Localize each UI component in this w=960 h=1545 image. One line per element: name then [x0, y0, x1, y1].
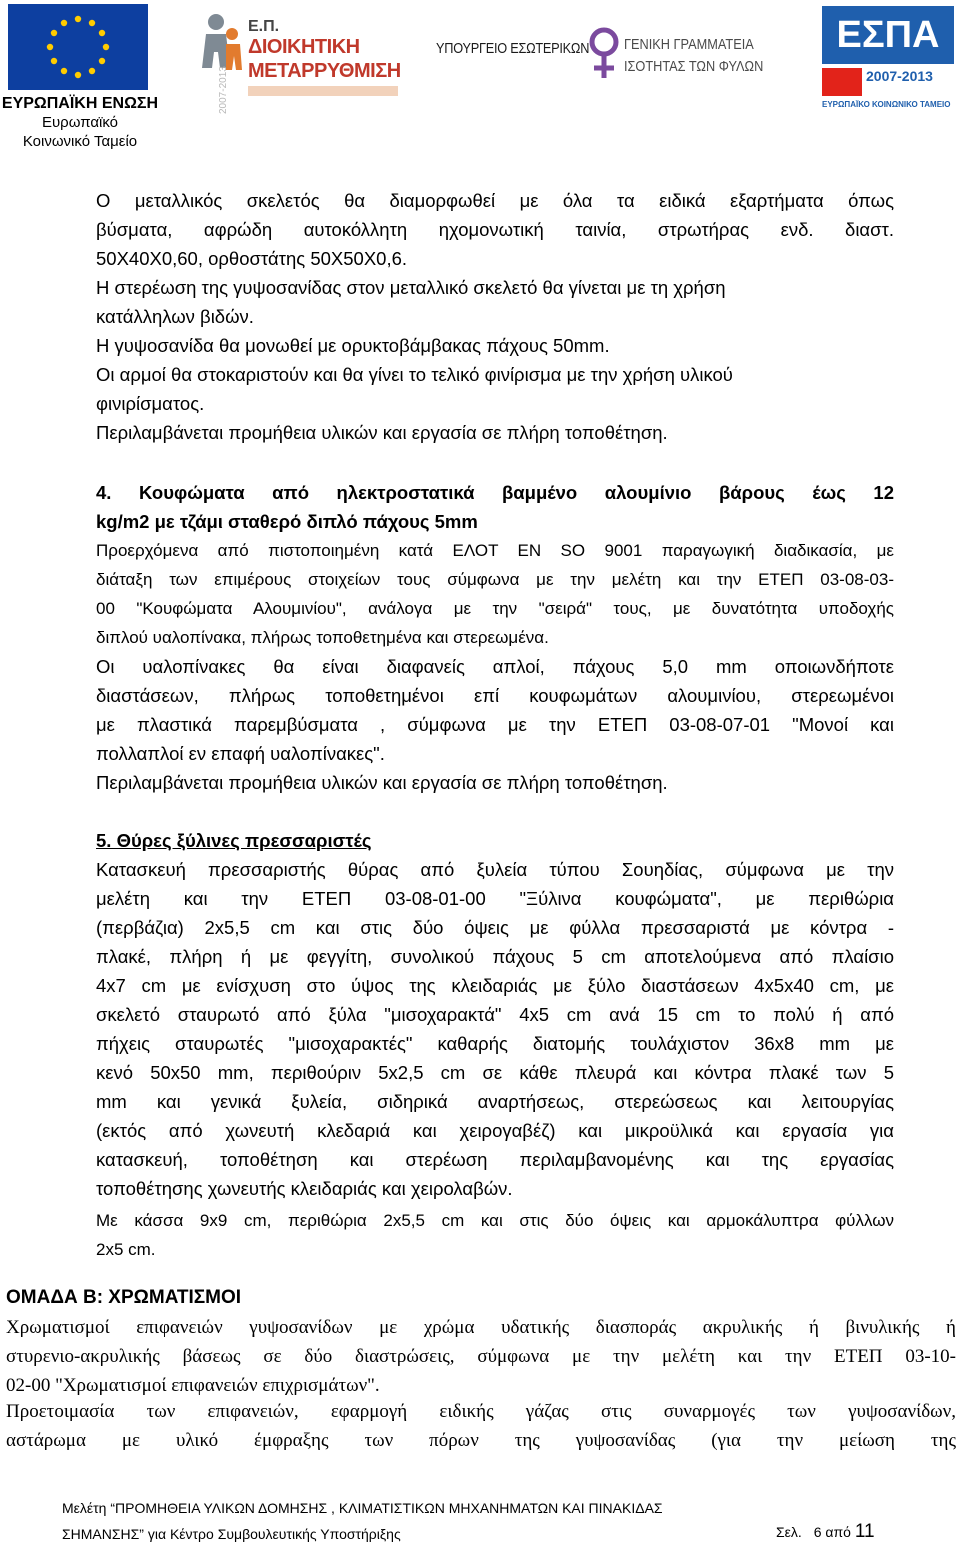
s4-p2-line-2: διαστάσεων, πλήρως τοποθετημένοι επί κουφωμάτων αλουμινίου, στερεωμένοι	[96, 685, 894, 706]
s5-p1-line-12: τοποθέτησης χωνευτής κλειδαριάς και χειρολαβών.	[96, 1178, 513, 1199]
s5-p2-line-1: Με κάσσα 9x9 cm, περιθώρια 2x5,5 cm και στις δύο όψεις και αρμοκάλυπτρα φύλλων	[96, 1211, 894, 1230]
gg-title-2: ΙΣΟΤΗΤΑΣ ΤΩΝ ΦΥΛΩΝ	[624, 58, 764, 75]
s4-heading-1: 4. Κουφώματα από ηλεκτροστατικά βαμμένο αλουμίνιο βάρους έως 12	[96, 482, 894, 503]
s4-p1-line-1: Προερχόμενα από πιστοποιημένη κατά ΕΛΟΤ ΕΝ SO 9001 παραγωγική διαδικασία, με	[96, 541, 894, 560]
s5-p1-line-10: (εκτός από χωνευτή κλεδαριά και χειρογαβέζ) και μικροϋλικά και εργασία για	[96, 1120, 894, 1141]
s4-p2-line-3: με πλαστικά παρεμβύσματα , σύμφωνα με την ΕΤΕΠ 03-08-07-01 "Μονοί και	[96, 714, 894, 735]
s4-p2-line-4: πολλαπλοί εν επαφή υαλοπίνακες".	[96, 743, 385, 764]
group-b-p2-line-2: αστάρωμα με υλικό έμφραξης των πόρων της γυψοσανίδας (για την μείωση της	[6, 1430, 956, 1451]
eu-flag-logo	[8, 4, 148, 90]
gender-symbol-icon	[584, 20, 624, 90]
eu-fund-label-2: Κοινωνικό Ταμείο	[22, 133, 138, 150]
footer-line-1: Μελέτη “ΠΡΟΜΗΘΕΙΑ ΥΛΙΚΩΝ ΔΟΜΗΣΗΣ , ΚΛΙΜΑΤΙΣΤΙΚΩΝ ΜΗΧΑΝΗΜΑΤΩΝ ΚΑΙ ΠΙΝΑΚΙΔΑΣ	[62, 1500, 663, 1516]
s5-p2-line-2: 2x5 cm.	[96, 1240, 156, 1259]
s4-p2-line-1: Οι υαλοπίνακες θα είναι διαφανείς απλοί, πάχους 5,0 mm οποιωνδήποτε	[96, 656, 894, 677]
group-b-p1-line-1: Χρωματισμοί επιφανειών γυψοσανίδων με χρώμα υδατικής διασποράς ακρυλικής ή βινυλικής ή	[6, 1317, 956, 1338]
group-b-heading: ΟΜΑΔΑ Β: ΧΡΩΜΑΤΙΣΜΟΙ	[6, 1287, 242, 1308]
espa-title: ΕΣΠΑ	[822, 6, 954, 64]
eu-union-label: ΕΥΡΩΠΑΪΚΗ ΕΝΩΣΗ	[1, 95, 159, 112]
s5-p1-line-6: σκελετό σταυρωτό από ξύλα "μισοχαρακτά" 4x5 cm ανά 15 cm το πολύ ή από	[96, 1004, 894, 1025]
s4-p1-line-3: 00 "Κουφώματα Αλουμινίου", ανάλογα με την "σειρά" τους, με δυνατότητα υποδοχής	[96, 599, 894, 618]
page-number	[776, 1520, 875, 1544]
group-b-p2-line-1: Προετοιμασία των επιφανειών, εφαρμογή ειδικής γάζας στις συναρμογές των γυψοσανίδων,	[6, 1401, 956, 1422]
ep-prefix: Ε.Π.	[248, 18, 280, 35]
group-b-p1-line-3: 02-00 "Χρωματισμοί επιφανειών επιχρισμάτων".	[6, 1375, 380, 1396]
s3-line-4: Η στερέωση της γυψοσανίδας στον μεταλλικό σκελετό θα γίνεται με τη χρήση	[96, 277, 726, 298]
espa-years: 2007-2013	[866, 68, 933, 84]
ministry-interior-label: ΥΠΟΥΡΓΕΙΟ ΕΣΩΤΕΡΙΚΩΝ	[436, 40, 590, 57]
eu-stars-icon	[8, 4, 148, 90]
s5-p1-line-11: κατασκευή, τοποθέτηση και στερέωση περιλαμβανομένης και της εργασίας	[96, 1149, 894, 1170]
s3-line-2: βύσματα, αφρώδη αυτοκόλλητη ηχομονωτική ταινία, στρωτήρας ενδ. διαστ.	[96, 219, 894, 240]
s3-line-7: Οι αρμοί θα στοκαριστούν και θα γίνει το τελικό φινίρισμα με την χρήση υλικού	[96, 364, 733, 385]
page-current: 6	[813, 1524, 822, 1540]
gender-equality-logo	[584, 20, 784, 90]
group-b-p1-line-2: στυρενιο-ακρυλικής βάσεως σε δύο διαστρώσεις, σύμφωνα με την μελέτη και την ΕΤΕΠ 03-10-	[6, 1346, 956, 1367]
s3-line-3: 50Χ40Χ0,60, ορθοστάτης 50Χ50Χ0,6.	[96, 248, 408, 269]
ep-administrative-reform-logo	[196, 8, 408, 116]
s5-heading: 5. Θύρες ξύλινες πρεσσαριστές	[96, 830, 372, 851]
s3-line-8: φινιρίσματος.	[96, 393, 205, 414]
page-total: 11	[854, 1521, 875, 1542]
s3-line-1: Ο μεταλλικός σκελετός θα διαμορφωθεί με όλα τα ειδικά εξαρτήματα όπως	[96, 190, 894, 211]
s5-p1-line-1: Κατασκευή πρεσσαριστής θύρας από ξυλεία τύπου Σουηδίας, σύμφωνα με την	[96, 859, 894, 880]
s5-p1-line-3: (περβάζια) 2x5,5 cm και στις δύο όψεις με φύλλα πρεσσαριστά με κόντρα -	[96, 917, 894, 938]
ep-title-2: ΜΕΤΑΡΡΥΘΜΙΣΗ	[248, 60, 401, 82]
s3-line-9: Περιλαμβάνεται προμήθεια υλικών και εργασία σε πλήρη τοποθέτηση.	[96, 422, 668, 443]
s4-p1-line-2: διάταξη των επιμέρους στοιχείων τους σύμφωνα με την μελέτη και την ΕΤΕΠ 03-08-03-	[96, 570, 894, 589]
gg-title-1: ΓΕΝΙΚΗ ΓΡΑΜΜΑΤΕΙΑ	[624, 36, 754, 53]
page-of: από	[825, 1524, 851, 1540]
s5-p1-line-7: πήχεις σταυρωτές "μισοχαρακτές" καθαρής διατομής τουλάχιστον 36x8 mm με	[96, 1033, 894, 1054]
s3-line-6: Η γυψοσανίδα θα μονωθεί με ορυκτοβάμβακας πάχους 50mm.	[96, 335, 610, 356]
s5-p1-line-9: mm και γενικά ξυλεία, σιδηρικά αναρτήσεως, στερεώσεως και λειτουργίας	[96, 1091, 894, 1112]
ep-title-1: ΔΙΟΙΚΗΤΙΚΗ	[248, 36, 360, 58]
s5-p1-line-5: 4x7 cm με ενίσχυση στο ύψος της κλειδαριάς με ξύλο διαστάσεων 4x5x40 cm, με	[96, 975, 894, 996]
s4-p1-line-4: διπλού υαλοπίνακα, πλήρως τοποθετημένα και στερεωμένα.	[96, 628, 549, 647]
espa-red-block	[822, 68, 862, 96]
footer-line-2: ΣΗΜΑΝΣΗΣ” για Κέντρο Συμβουλευτικής Υποστήριξης	[62, 1526, 401, 1542]
espa-logo	[822, 6, 954, 114]
s4-heading-2: kg/m2 με τζάμι σταθερό διπλό πάχους 5mm	[96, 511, 478, 532]
s5-p1-line-4: πλακέ, πλήρη ή με φεγγίτη, συνολικού πάχους 5 cm αποτελούμενα από πλαίσιο	[96, 946, 894, 967]
eu-fund-label-1: Ευρωπαϊκό	[41, 114, 119, 131]
ep-faded-bar	[248, 86, 398, 96]
ep-years: 2007-2013	[218, 66, 229, 114]
page-label: Σελ.	[776, 1524, 802, 1540]
s5-p1-line-8: κενό 50x50 mm, περιθούριν 5x2,5 cm σε κάθε πλευρά και κόντρα πλακέ των 5	[96, 1062, 894, 1083]
s5-p1-line-2: μελέτη και την ΕΤΕΠ 03-08-01-00 "Ξύλινα κουφώματα", με περιθώρια	[96, 888, 894, 909]
espa-fund-label: ΕΥΡΩΠΑΪΚΟ ΚΟΙΝΩΝΙΚΟ ΤΑΜΕΙΟ	[822, 100, 951, 109]
s3-line-5: κατάλληλων βιδών.	[96, 306, 254, 327]
s4-p2-line-5: Περιλαμβάνεται προμήθεια υλικών και εργασία σε πλήρη τοποθέτηση.	[96, 772, 668, 793]
